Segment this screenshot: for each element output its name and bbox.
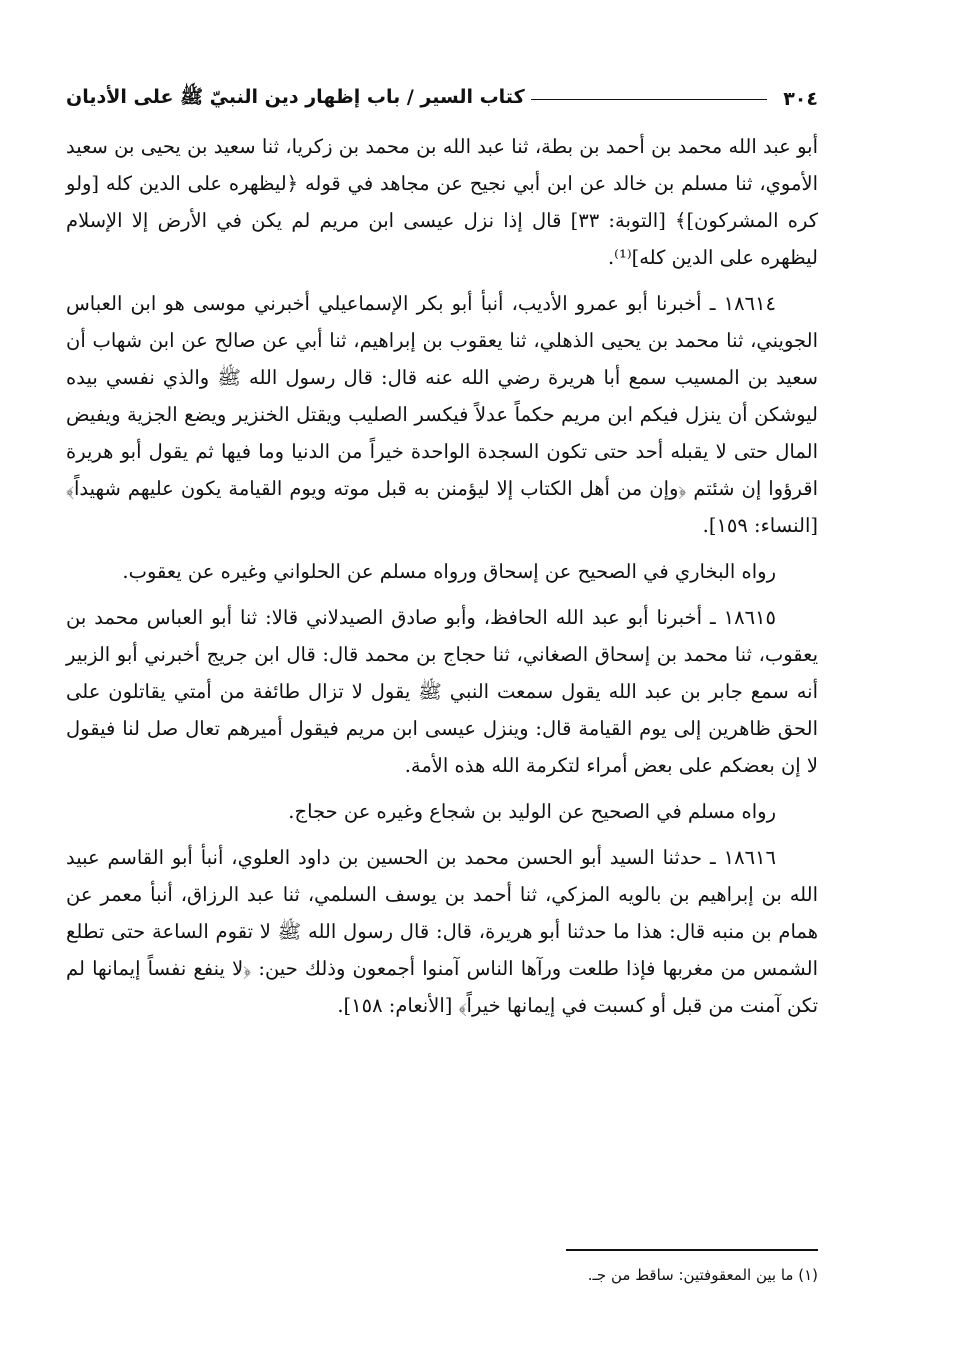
footnote: (١) ما بين المعقوفتين: ساقط من جـ. (587, 1266, 818, 1284)
page-body (66, 128, 818, 1024)
header-rule (531, 99, 768, 100)
running-header (66, 78, 818, 120)
page (66, 78, 818, 1024)
paragraph-narration-note: رواه البخاري في الصحيح عن إسحاق ورواه مسلم عن الحلواني وغيره عن يعقوب. (122, 560, 776, 583)
footnote-rule (566, 1249, 818, 1251)
paragraph-continuation: أبو عبد الله محمد بن أحمد بن بطة، ثنا عبد الله بن محمد بن زكريا، ثنا سعيد بن يحيى بن سعيد الأموي، ثنا مسلم بن خالد عن ابن أبي نجيح عن مجاهد في قوله ﴿ليظهره على الدين كله [ولو كره المشركون]﴾ [التوبة: ٣٣] قال إذا نزل عيسى ابن مريم لم يكن في الأرض إلا الإسلام ليظهره على الدين كله]⁽¹⁾. (66, 135, 819, 269)
paragraph-hadith-18614: ١٨٦١٤ ـ أخبرنا أبو عمرو الأديب، أنبأ أبو بكر الإسماعيلي أخبرني موسى هو ابن العباس الجويني، ثنا محمد بن يحيى الذهلي، ثنا يعقوب بن إبراهيم، ثنا أبي عن صالح عن ابن شهاب أن سعيد بن المسيب سمع أبا هريرة رضي الله عنه قال: قال رسول الله ﷺ والذي نفسي بيده ليوشكن أن ينزل فيكم ابن مريم حكماً عدلاً فيكسر الصليب ويقتل الخنزير ويضع الجزية ويفيض المال حتى لا يقبله أحد حتى تكون السجدة الواحدة خيراً من الدنيا وما فيها ثم يقول أبو هريرة اقرؤوا إن شئتم ﴿وإن من أهل الكتاب إلا ليؤمنن به قبل موته ويوم القيامة يكون عليهم شهيداً﴾ [النساء: ١٥٩]. (66, 292, 818, 537)
paragraph-hadith-18615: ١٨٦١٥ ـ أخبرنا أبو عبد الله الحافظ، وأبو صادق الصيدلاني قالا: ثنا أبو العباس محمد بن يعقوب، ثنا محمد بن إسحاق الصغاني، ثنا حجاج بن محمد قال: قال ابن جريج أخبرني أبو الزبير أنه سمع جابر بن عبد الله يقول سمعت النبي ﷺ يقول لا تزال طائفة من أمتي يقاتلون على الحق ظاهرين إلى يوم القيامة قال: وينزل عيسى ابن مريم فيقول أميرهم تعال صل لنا فيقول لا إن بعضكم على بعض أمراء لتكرمة الله هذه الأمة. (66, 606, 818, 777)
paragraph-narration-note: رواه مسلم في الصحيح عن الوليد بن شجاع وغيره عن حجاج. (288, 800, 776, 823)
page-number: ٣٠٤ (783, 88, 818, 110)
running-title: كتاب السير / باب إظهار دين النبيّ ﷺ على الأديان (66, 86, 525, 108)
paragraph-hadith-18616: ١٨٦١٦ ـ حدثنا السيد أبو الحسن محمد بن الحسين بن داود العلوي، أنبأ أبو القاسم عبيد الله بن إبراهيم بن بالويه المزكي، ثنا أحمد بن يوسف السلمي، ثنا عبد الرزاق، أنبأ معمر عن همام بن منبه قال: هذا ما حدثنا أبو هريرة، قال: قال رسول الله ﷺ لا تقوم الساعة حتى تطلع الشمس من مغربها فإذا طلعت ورآها الناس آمنوا أجمعون وذلك حين: ﴿لا ينفع نفساً إيمانها لم تكن آمنت من قبل أو كسبت في إيمانها خيراً﴾ [الأنعام: ١٥٨]. (66, 846, 818, 1017)
